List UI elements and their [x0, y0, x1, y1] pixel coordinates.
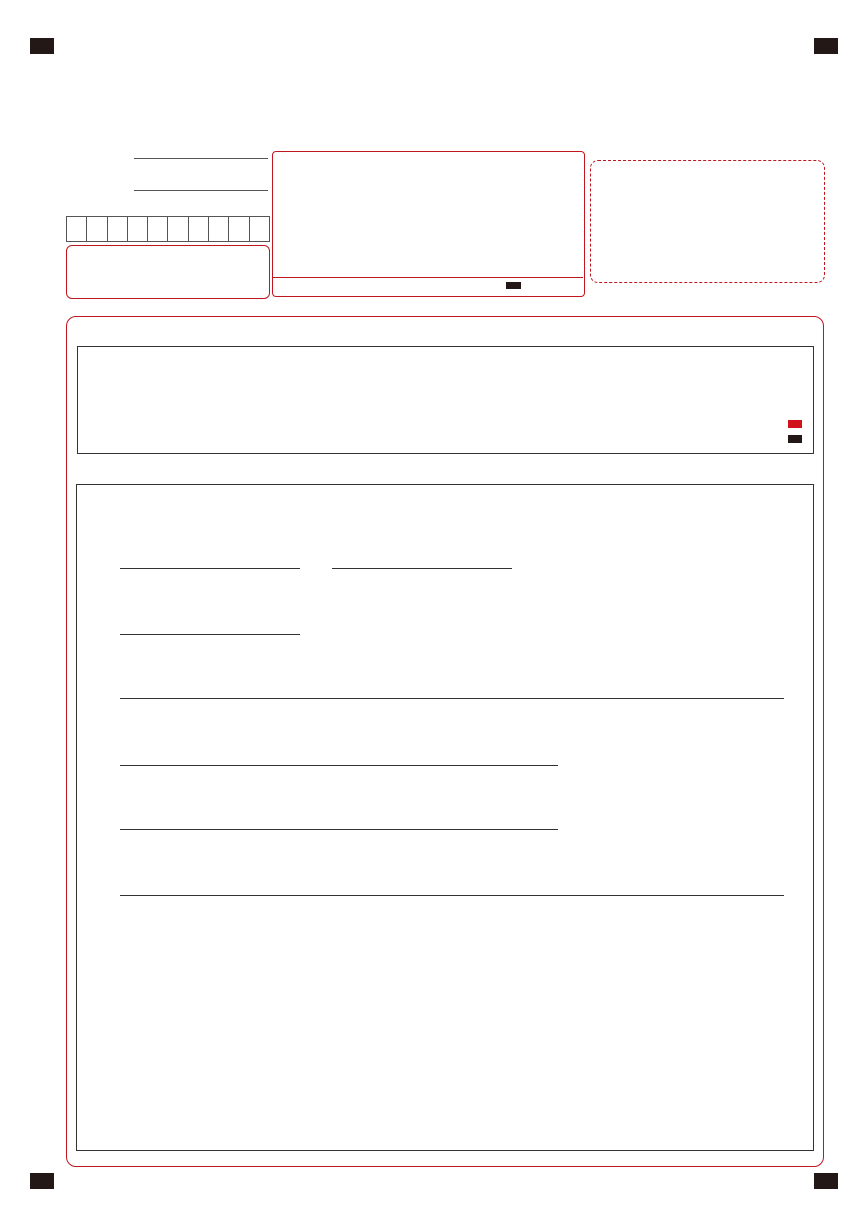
notice-divider — [272, 277, 583, 278]
part-2-line-b[interactable] — [120, 698, 784, 699]
color-mark-red — [788, 420, 802, 428]
corner-mark-bottom-left — [30, 1173, 54, 1189]
part-1-line-b[interactable] — [332, 568, 512, 569]
part-3-line-b[interactable] — [120, 829, 558, 830]
part-2-line-a[interactable] — [120, 634, 300, 635]
name-field[interactable] — [134, 158, 268, 159]
correct-fill-sample — [506, 282, 521, 289]
corner-mark-top-left — [30, 38, 54, 54]
exam-id-grid[interactable] — [66, 216, 270, 242]
color-mark-black — [788, 435, 802, 443]
part-4-line[interactable] — [120, 895, 784, 896]
free-response-box[interactable] — [76, 484, 814, 1151]
notice-box — [272, 151, 585, 297]
absent-mark-box[interactable] — [66, 245, 270, 299]
corner-mark-bottom-right — [814, 1173, 838, 1189]
class-field[interactable] — [134, 190, 268, 191]
barcode-area — [590, 160, 825, 283]
mcq-box — [77, 346, 814, 454]
corner-mark-top-right — [814, 38, 838, 54]
part-1-line-a[interactable] — [120, 568, 300, 569]
part-3-line-a[interactable] — [120, 765, 558, 766]
